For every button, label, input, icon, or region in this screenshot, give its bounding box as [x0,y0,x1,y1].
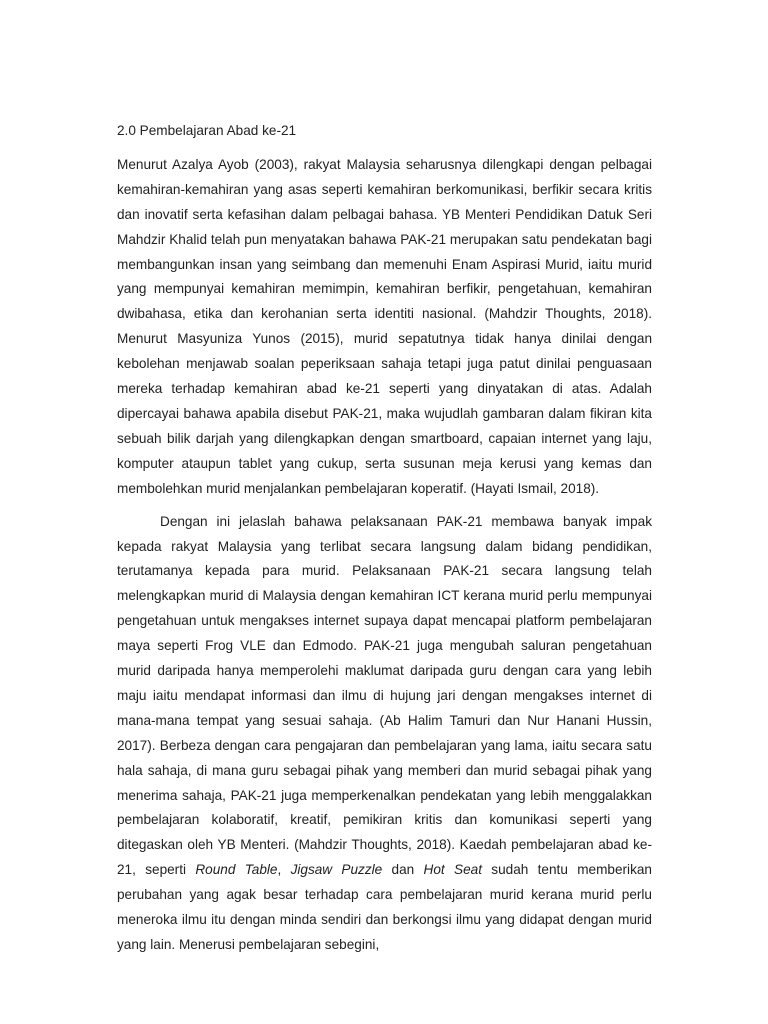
italic-term: Round Table [195,862,278,878]
paragraph: Menurut Azalya Ayob (2003), rakyat Malaysia seharusnya dilengkapi dengan pelbagai kemahiran-kemahiran yang asas seperti kemahiran berkomunikasi, berfikir secara kritis dan inovatif serta kefasihan dalam pelbagai bahasa. YB Menteri Pendidikan Datuk Seri Mahdzir Khalid telah pun menyatakan bahawa PAK-21 merupakan satu pendekatan bagi membangunkan insan yang seimbang dan memenuhi Enam Aspirasi Murid, iaitu murid yang mempunyai kemahiran memimpin, kemahiran berfikir, pengetahuan, kemahiran dwibahasa, etika dan kerohanian serta identiti nasional. (Mahdzir Thoughts, 2018). Menurut Masyuniza Yunos (2015), murid sepatutnya tidak hanya dinilai dengan kebolehan menjawab soalan peperiksaan sahaja tetapi juga patut dinilai penguasaan mereka terhadap kemahiran abad ke-21 seperti yang dinyatakan di atas. Adalah dipercayai bahawa apabila disebut PAK-21, maka wujudlah gambaran dalam fikiran kita sebuah bilik darjah yang dilengkapkan dengan smartboard, capaian internet yang laju, komputer ataupun tablet yang cukup, serta susunan meja kerusi yang kemas dan membolehkan murid menjalankan pembelajaran koperatif. (Hayati Ismail, 2018). [117,156,652,496]
section-heading: 2.0 Pembelajaran Abad ke-21 [117,123,297,138]
paragraph [117,510,652,958]
italic-term: Jigsaw Puzzle [290,862,383,878]
paragraph-text: dan [382,862,424,878]
paragraph-text: , [277,862,291,878]
paragraph-text: Dengan ini jelaslah bahawa pelaksanaan PAK-21 membawa banyak impak kepada rakyat Malaysia yang terlibat secara langsung dalam bidang pendidikan, terutamanya kepada para murid. Pelaksanaan PAK-21 secara langsung telah melengkapkan murid di Malaysia dengan kemahiran ICT kerana murid perlu mempunyai pengetahuan untuk mengakses internet supaya dapat mencapai platform pembelajaran maya seperti Frog VLE dan Edmodo. PAK-21 juga mengubah saluran pengetahuan murid daripada hanya memperolehi maklumat daripada guru dengan cara yang lebih maju iaitu mendapat informasi dan ilmu di hujung jari dengan mengakses internet di mana-mana tempat yang sesuai sahaja. (Ab Halim Tamuri dan Nur Hanani Hussin, 2017). Berbeza dengan cara pengajaran dan pembelajaran yang lama, iaitu secara satu hala sahaja, di mana guru sebagai pihak yang memberi dan murid sebagai pihak yang menerima sahaja, PAK-21 juga memperkenalkan pendekatan yang lebih menggalakkan pembelajaran kolaboratif, kreatif, pemikiran kritis dan komunikasi seperti yang ditegaskan oleh YB Menteri. (Mahdzir Thoughts, 2018). Kaedah pembelajaran abad ke-21, seperti [117,513,652,878]
italic-term: Hot Seat [423,862,482,878]
paragraph-text: sudah tentu memberikan perubahan yang agak besar terhadap cara pembelajaran murid kerana murid perlu meneroka ilmu itu dengan minda sendiri dan berkongsi ilmu yang didapat dengan murid yang lain. Menerusi pembelajaran sebegini, [117,862,652,952]
document-body [117,119,652,958]
